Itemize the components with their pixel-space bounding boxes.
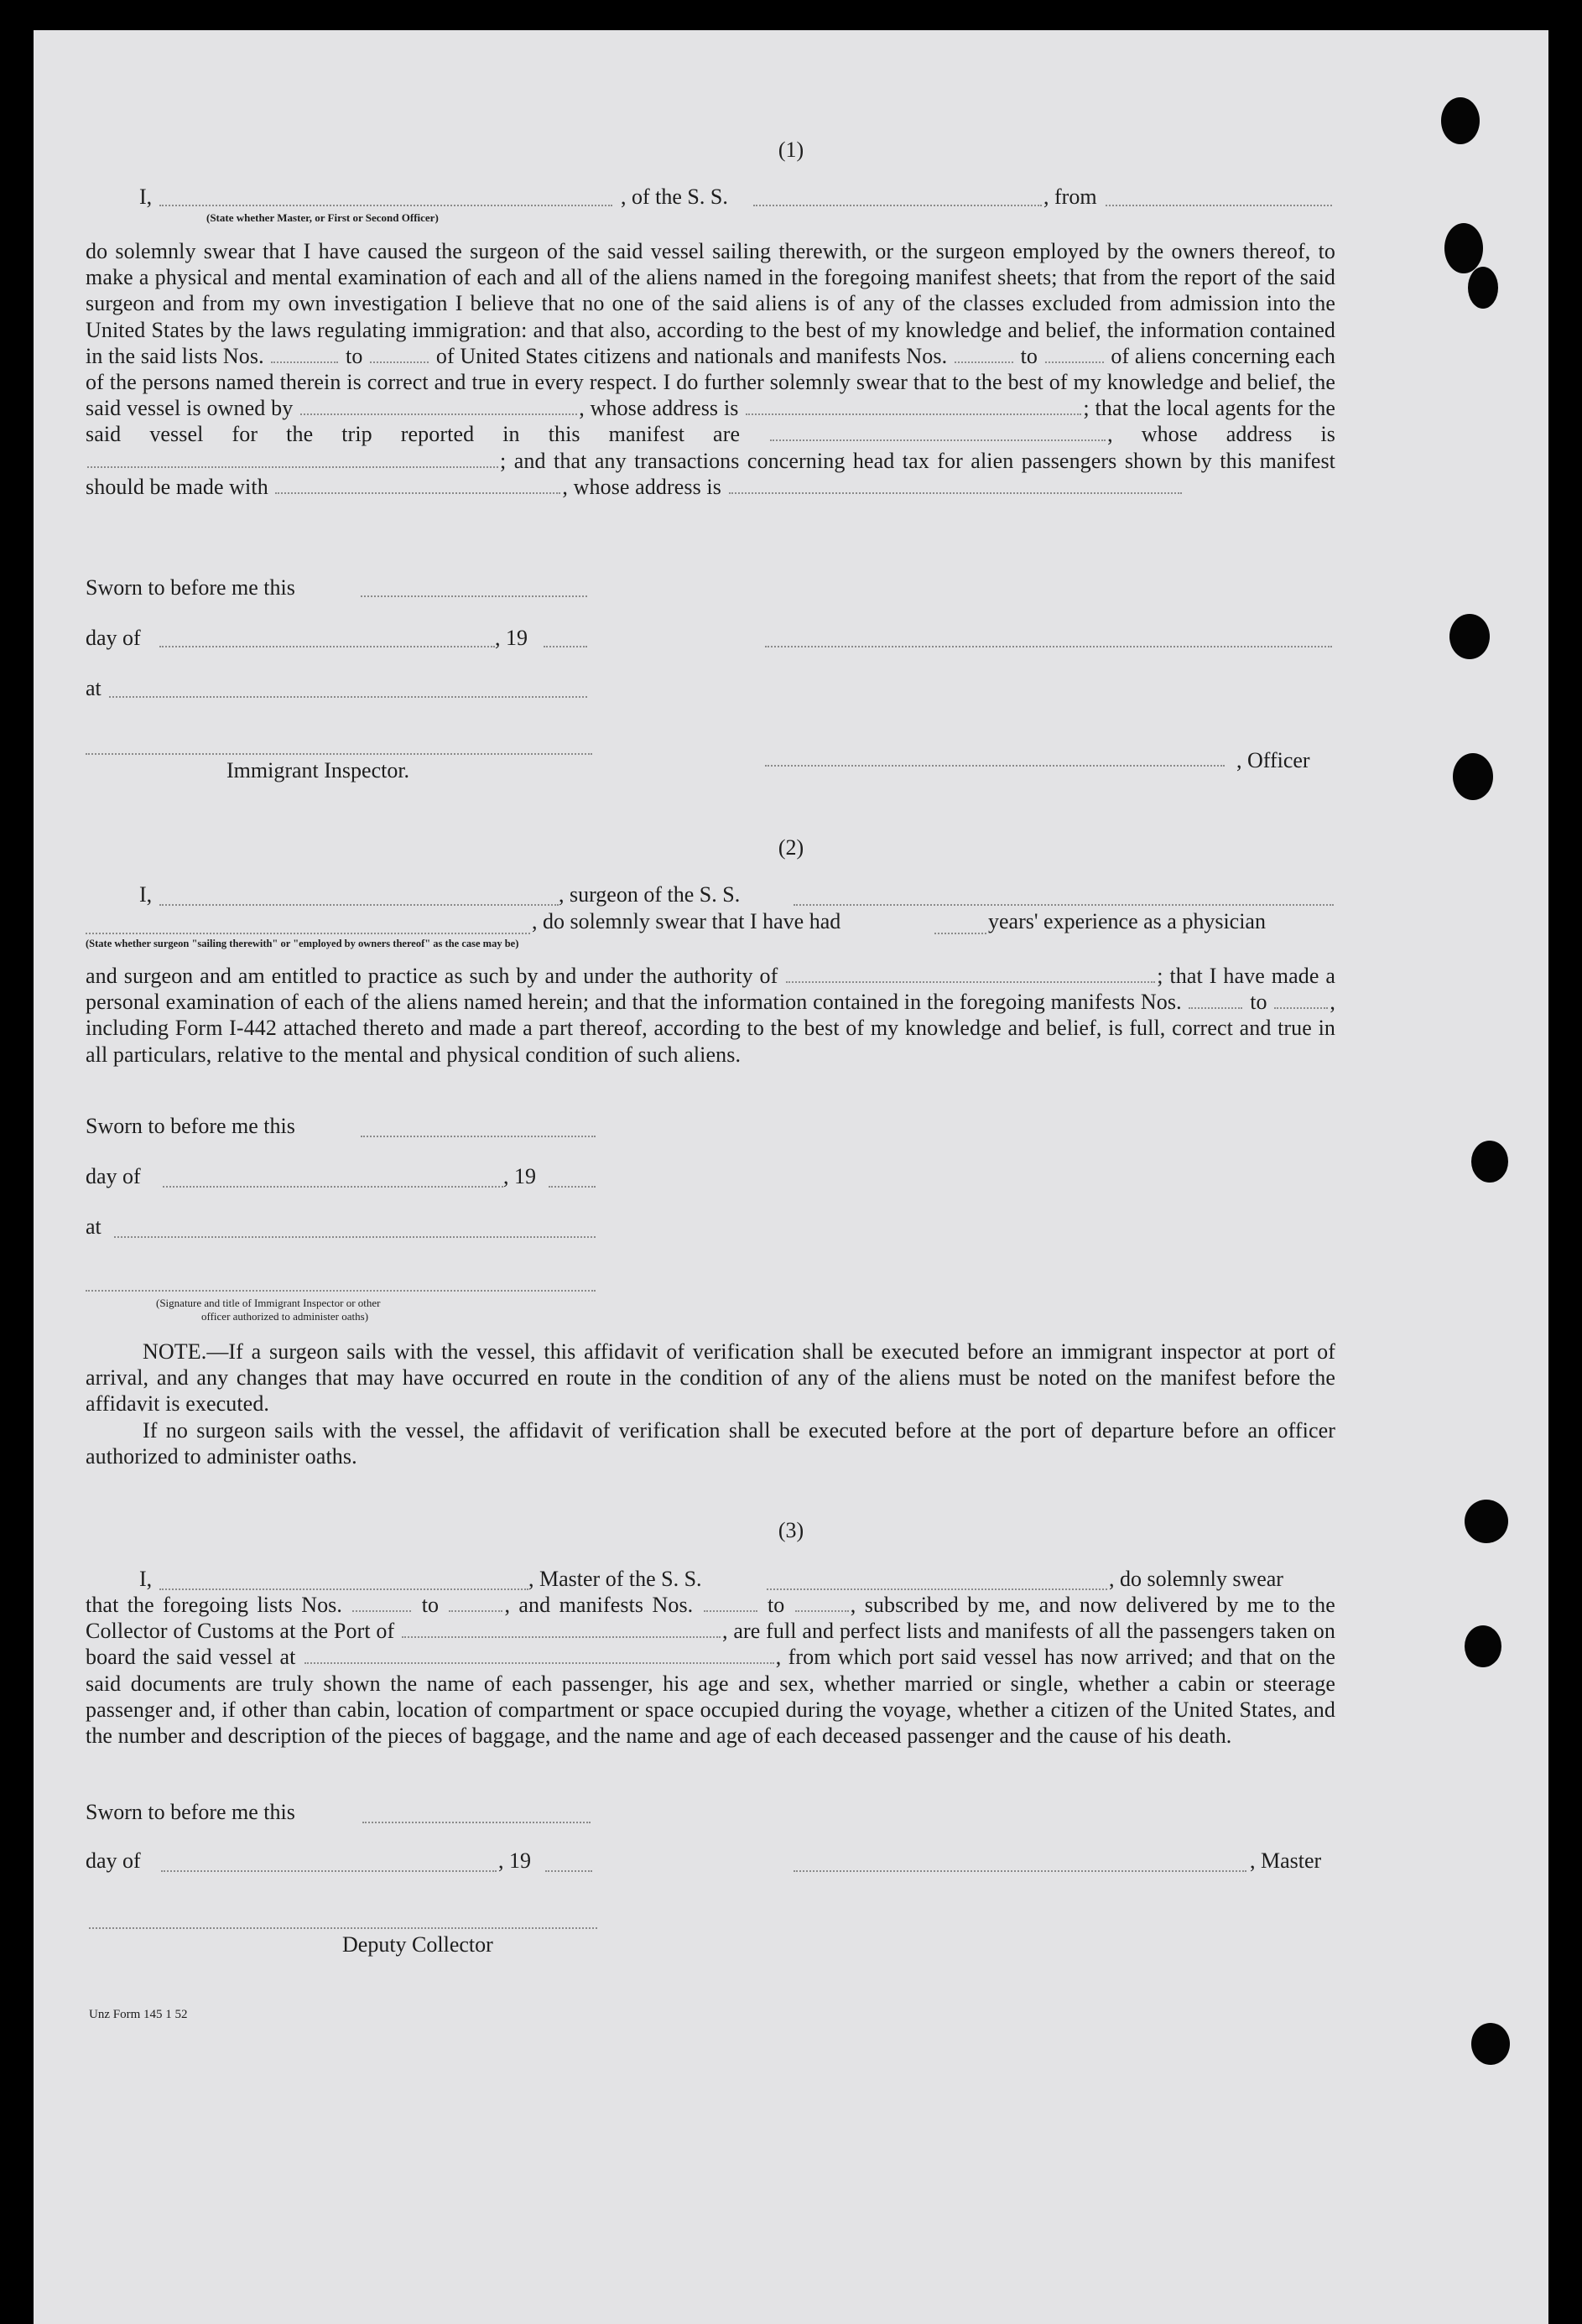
master-name-line[interactable] xyxy=(159,205,612,206)
inspector-signature-line[interactable] xyxy=(86,753,592,755)
section-2-heading: (2) xyxy=(778,835,804,860)
head-tax-line[interactable] xyxy=(275,491,560,494)
s3-master-name-line[interactable] xyxy=(159,1588,528,1590)
manifests-to-line[interactable] xyxy=(1045,361,1104,363)
head-tax-address-line[interactable] xyxy=(729,491,1182,494)
signature-note-1: (Signature and title of Immigrant Inspector or other xyxy=(156,1297,381,1309)
day-of-label-1: day of xyxy=(86,626,141,650)
signature-note-2: officer authorized to administer oaths) xyxy=(201,1310,369,1323)
sworn-date-line-1[interactable] xyxy=(361,595,587,597)
years-line[interactable] xyxy=(934,933,986,934)
surgeon-status-line[interactable] xyxy=(86,933,530,934)
sworn-label-1: Sworn to before me this xyxy=(86,575,295,600)
from-port-line[interactable] xyxy=(1106,205,1332,206)
master-signature-line[interactable] xyxy=(765,646,1332,647)
punch-hole xyxy=(1471,1141,1508,1183)
agents-address-line[interactable] xyxy=(87,465,498,468)
port-of-line[interactable] xyxy=(402,1635,721,1638)
agents-line[interactable] xyxy=(770,439,1106,441)
lists-to-line[interactable] xyxy=(370,361,429,363)
surgeon-name-line[interactable] xyxy=(159,904,559,906)
s3-lists-from-line[interactable] xyxy=(352,1609,411,1612)
year-label-1: , 19 xyxy=(495,626,528,650)
section-3-heading: (3) xyxy=(778,1518,804,1542)
of-ss-label: , of the S. S. xyxy=(621,185,728,209)
section-2-i-label: I, xyxy=(139,882,153,907)
at-label-2: at xyxy=(86,1214,101,1239)
sworn-date-line-3[interactable] xyxy=(362,1822,591,1823)
officer-signature-line[interactable] xyxy=(765,765,1225,767)
section-3-i-label: I, xyxy=(139,1567,153,1591)
master-label: , Master xyxy=(1250,1848,1322,1873)
section-2-paragraph: and surgeon and am entitled to practice as such by and under the authority of ; that I have made a personal examination of each of the aliens named herein; and that the information contained in the foregoing manifests Nos. to , including Form I-442 attached thereto and made a part thereof, according to the best of my knowledge and belief, is full, correct and true in all particulars, relative to the mental and physical condition of such aliens. xyxy=(86,964,1336,1067)
owner-line[interactable] xyxy=(300,413,577,415)
punch-hole xyxy=(1453,753,1493,800)
deputy-label: Deputy Collector xyxy=(342,1932,493,1957)
day-of-label-2: day of xyxy=(86,1164,141,1188)
surgeon-vessel-line[interactable] xyxy=(794,904,1334,906)
officer-label: , Officer xyxy=(1236,748,1310,772)
day-of-line-1[interactable] xyxy=(159,646,495,647)
s2-signature-line[interactable] xyxy=(86,1290,596,1292)
years-label: years' experience as a physician xyxy=(988,909,1266,933)
day-of-line-3[interactable] xyxy=(161,1870,497,1872)
punch-hole xyxy=(1444,223,1483,273)
punch-hole xyxy=(1465,1625,1501,1667)
s3-master-signature-line[interactable] xyxy=(794,1870,1246,1872)
taken-on-board-line[interactable] xyxy=(304,1661,774,1664)
sworn-date-line-2[interactable] xyxy=(361,1136,596,1137)
s3-vessel-line[interactable] xyxy=(767,1588,1107,1590)
s2-manifests-to-line[interactable] xyxy=(1274,1006,1328,1009)
year-line-1[interactable] xyxy=(544,646,587,647)
at-label-1: at xyxy=(86,676,101,700)
section-1-i-label: I, xyxy=(139,185,153,209)
day-of-line-2[interactable] xyxy=(163,1186,503,1188)
s3-manifests-to-line[interactable] xyxy=(795,1609,849,1612)
s3-swear-label: , do solemnly swear xyxy=(1109,1567,1283,1591)
s3-manifests-from-line[interactable] xyxy=(704,1609,757,1612)
punch-hole xyxy=(1449,614,1490,659)
note-paragraph-2: If no surgeon sails with the vessel, the affidavit of verification shall be executed before at the port of departure before an officer authorized to administer oaths. xyxy=(86,1418,1335,1469)
sworn-label-2: Sworn to before me this xyxy=(86,1114,295,1138)
year-line-2[interactable] xyxy=(549,1186,596,1188)
year-label-3: , 19 xyxy=(498,1848,531,1873)
surgeon-note: (State whether surgeon "sailing therewith" or "employed by owners thereof" as the case may be) xyxy=(86,938,519,949)
master-note: (State whether Master, or First or Second Officer) xyxy=(206,211,439,224)
s2-manifests-from-line[interactable] xyxy=(1189,1006,1242,1009)
inspector-label: Immigrant Inspector. xyxy=(226,758,410,782)
from-label: , from xyxy=(1043,185,1097,209)
year-line-3[interactable] xyxy=(545,1870,592,1872)
section-3-paragraph: that the foregoing lists Nos. to , and manifests Nos. to , subscribed by me, and now delivered by me to the Collector of Customs at the Port of , are full and perfect lists and manifests of all the passengers taken on board the said vessel at , from which port said vessel has now arrived; and that on the said documents are truly shown the name of each passenger, his age and sex, whether married or single, whether a cabin or steerage passenger and, if other than cabin, location of compartment or space occupied during the voyage, whether a citizen of the United States, and the number and description of the pieces of baggage, and the name and age of each deceased passenger and the cause of his death. xyxy=(86,1593,1335,1749)
form-number: Unz Form 145 1 52 xyxy=(89,2008,188,2021)
master-of-label: , Master of the S. S. xyxy=(528,1567,702,1591)
manifests-from-line[interactable] xyxy=(955,361,1013,363)
surgeon-of-label: , surgeon of the S. S. xyxy=(559,882,741,907)
at-line-1[interactable] xyxy=(109,696,587,698)
year-label-2: , 19 xyxy=(503,1164,536,1188)
punch-hole xyxy=(1471,2023,1510,2065)
at-line-2[interactable] xyxy=(114,1236,596,1238)
deputy-signature-line[interactable] xyxy=(89,1927,597,1929)
section-1-paragraph: do solemnly swear that I have caused the surgeon of the said vessel sailing therewith, or the surgeon employed by the owners thereof, to make a physical and mental examination of each and all of the aliens named in the foregoing manifest sheets; that from the report of the said surgeon and from my own investigation I believe that no one of the said aliens is of any of the classes excluded from admission into the United States by the laws regulating immigration: and that also, according to the best of my knowledge and belief, the information contained in the said lists Nos. to of United States citizens and nationals and manifests Nos. to of aliens concerning each of the persons named therein is correct and true in every respect. I do further solemnly swear that to the best of my knowledge and belief, the said vessel is owned by , whose address is ; that the local agents for the said vessel for the trip reported in this manifest are , whose address is ; and that any transactions concerning head tax for alien passengers shown by this manifest should be made with , whose address is xyxy=(86,239,1336,499)
owner-address-line[interactable] xyxy=(746,413,1081,415)
authority-line[interactable] xyxy=(786,980,1155,983)
vessel-name-line[interactable] xyxy=(753,205,1042,206)
note-paragraph-1: NOTE.—If a surgeon sails with the vessel, this affidavit of verification shall be executed before an immigrant inspector at port of arrival, and any changes that may have occurred en route in the condition of any of the aliens must be noted on the manifest before the affidavit is executed. xyxy=(86,1339,1335,1417)
section-1-heading: (1) xyxy=(778,138,804,162)
sworn-label-3: Sworn to before me this xyxy=(86,1800,295,1824)
swear-had-label: , do solemnly swear that I have had xyxy=(532,909,841,933)
punch-hole xyxy=(1468,267,1498,309)
day-of-label-3: day of xyxy=(86,1848,141,1873)
s3-lists-to-line[interactable] xyxy=(449,1609,502,1612)
lists-from-line[interactable] xyxy=(271,361,338,363)
